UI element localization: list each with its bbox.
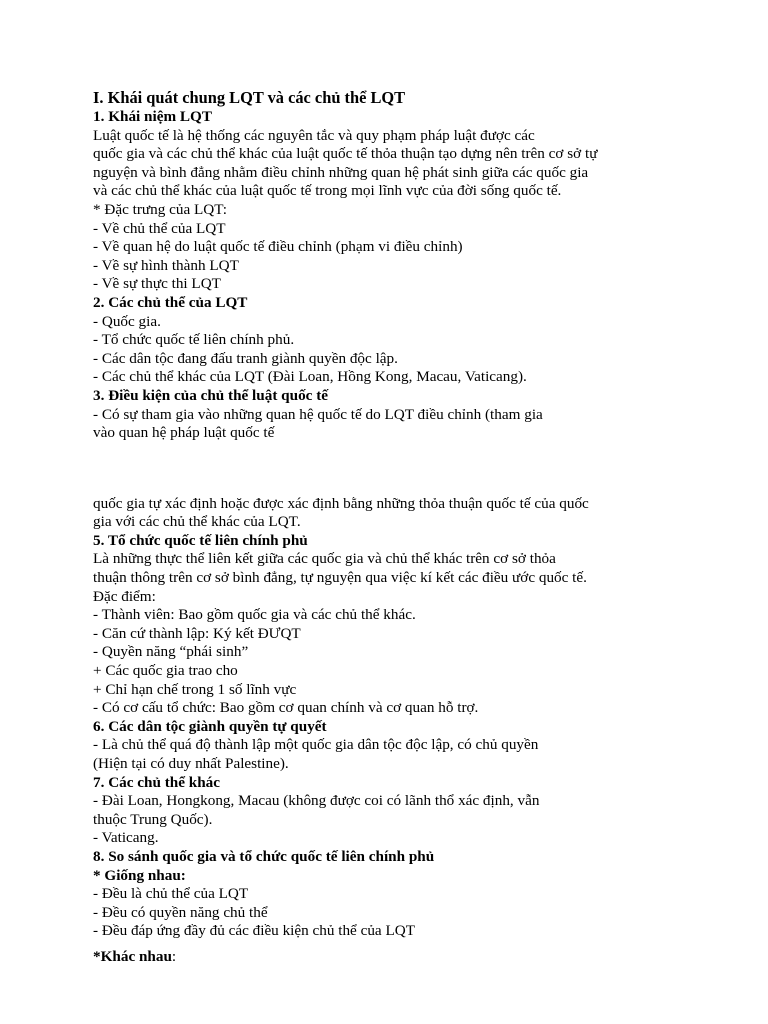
list-heading: Đặc điểm: [93, 587, 156, 605]
list-item: - Về quan hệ do luật quốc tế điều chỉnh (phạm vi điều chỉnh) [93, 238, 463, 256]
paragraph-line: thuộc Trung Quốc). [93, 810, 213, 828]
paragraph-line: - Là chủ thể quá độ thành lập một quốc gia dân tộc độc lập, có chủ quyền [93, 736, 539, 754]
section-7-title: 7. Các chủ thể khác [93, 773, 220, 791]
section-5-title: 5. Tổ chức quốc tế liên chính phủ [93, 531, 308, 549]
paragraph-line: gia với các chủ thể khác của LQT. [93, 513, 301, 531]
list-item: + Các quốc gia trao cho [93, 662, 238, 680]
differences-label: *Khác nhau [93, 947, 172, 965]
differences-colon: : [171, 947, 177, 965]
paragraph-line: và các chủ thể khác của luật quốc tế trong mọi lĩnh vực của đời sống quốc tế. [93, 182, 562, 200]
paragraph-line: Là những thực thể liên kết giữa các quốc gia và chủ thể khác trên cơ sở thỏa [93, 550, 556, 568]
list-item: - Thành viên: Bao gồm quốc gia và các chủ thể khác. [93, 606, 416, 624]
list-item: - Đều là chủ thể của LQT [93, 885, 249, 903]
document-body [93, 88, 733, 967]
list-item: - Về sự hình thành LQT [93, 256, 239, 274]
similarities-heading: * Giống nhau: [93, 866, 186, 884]
list-item: - Quốc gia. [93, 312, 161, 330]
section-2-title: 2. Các chủ thể của LQT [93, 293, 248, 311]
paragraph-line: Luật quốc tế là hệ thống các nguyên tắc và quy phạm pháp luật được các [93, 126, 535, 144]
paragraph-line: quốc gia tự xác định hoặc được xác định bằng những thỏa thuận quốc tế của quốc [93, 494, 589, 512]
paragraph-line: quốc gia và các chủ thể khác của luật quốc tế thỏa thuận tạo dựng nên trên cơ sở tự [93, 145, 598, 163]
paragraph-line: thuận thông trên cơ sở bình đẳng, tự nguyện qua việc kí kết các điều ước quốc tế. [93, 569, 587, 587]
list-item: - Về chủ thể của LQT [93, 219, 226, 237]
section-8-title: 8. So sánh quốc gia và tổ chức quốc tế liên chính phủ [93, 847, 435, 865]
paragraph-line: vào quan hệ pháp luật quốc tế [93, 424, 275, 442]
list-item: + Chỉ hạn chế trong 1 số lĩnh vực [93, 680, 297, 698]
section-1-title: 1. Khái niệm LQT [93, 108, 212, 125]
paragraph-line: - Đài Loan, Hongkong, Macau (không được coi có lãnh thổ xác định, vẫn [93, 792, 540, 810]
list-item: - Có cơ cấu tổ chức: Bao gồm cơ quan chính và cơ quan hỗ trợ. [93, 699, 479, 717]
paragraph-line: (Hiện tại có duy nhất Palestine). [93, 755, 289, 772]
section-3-title: 3. Điều kiện của chủ thể luật quốc tế [93, 386, 328, 404]
page-gap [93, 443, 733, 495]
paragraph-line: - Có sự tham gia vào những quan hệ quốc tế do LQT điều chỉnh (tham gia [93, 405, 543, 423]
list-item: - Đều có quyền năng chủ thể [93, 903, 268, 921]
list-item: - Tổ chức quốc tế liên chính phủ. [93, 331, 295, 349]
page-heading: I. Khái quát chung LQT và các chủ thể LQT [93, 88, 406, 107]
section-6-title: 6. Các dân tộc giành quyền tự quyết [93, 717, 327, 735]
list-item: - Về sự thực thi LQT [93, 275, 221, 293]
differences-heading [93, 948, 733, 967]
list-item: - Quyền năng “phái sinh” [93, 643, 249, 661]
list-item: - Các chủ thể khác của LQT (Đài Loan, Hồng Kong, Macau, Vaticang). [93, 368, 527, 386]
list-item: - Căn cứ thành lập: Ký kết ĐƯQT [93, 624, 301, 642]
list-item: - Các dân tộc đang đấu tranh giành quyền độc lập. [93, 349, 398, 367]
list-heading: * Đặc trưng của LQT: [93, 200, 227, 218]
paragraph-line: nguyện và bình đẳng nhằm điều chỉnh những quan hệ phát sinh giữa các quốc gia [93, 163, 589, 181]
list-item: - Đều đáp ứng đầy đủ các điều kiện chủ thể của LQT [93, 922, 415, 940]
list-item: - Vaticang. [93, 829, 159, 847]
paragraph-gap [93, 941, 733, 948]
